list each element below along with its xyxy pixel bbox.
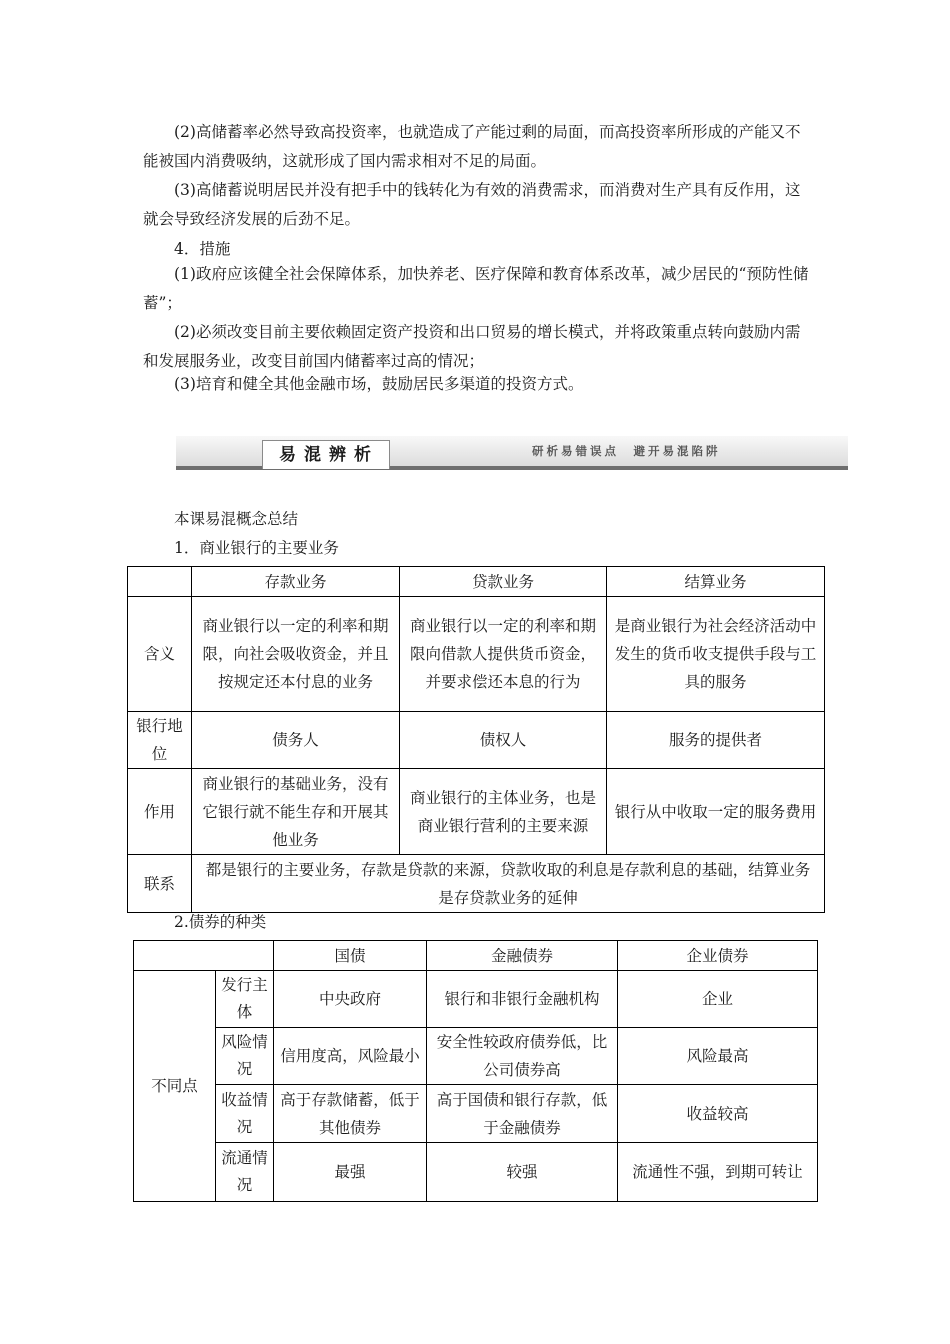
table-cell: 中央政府 (274, 971, 427, 1028)
row-label: 银行地位 (128, 712, 192, 769)
bank-business-table (127, 566, 825, 913)
paragraph-p2 (143, 118, 813, 176)
table-cell: 债权人 (400, 712, 607, 769)
table-cell: 信用度高，风险最小 (274, 1028, 427, 1085)
table-cell: 企业 (618, 971, 818, 1028)
table-header: 国债 (274, 941, 427, 971)
table-cell: 银行和非银行金融机构 (427, 971, 618, 1028)
table-row (128, 769, 825, 855)
table-cell: 收益较高 (618, 1085, 818, 1143)
heading-measures: 4．措施 (174, 240, 231, 258)
table-cell: 高于存款储蓄，低于其他债券 (274, 1085, 427, 1143)
paragraph-m1 (143, 260, 813, 318)
heading-bank-business: 1．商业银行的主要业务 (174, 539, 339, 557)
table-corner (134, 941, 274, 971)
section-banner (176, 436, 848, 474)
row-label: 含义 (128, 597, 192, 712)
table-cell: 商业银行的基础业务，没有它银行就不能生存和开展其他业务 (192, 769, 400, 855)
paragraph-m3: (3)培育和健全其他金融市场，鼓励居民多渠道的投资方式。 (174, 375, 584, 393)
group-label: 不同点 (134, 971, 216, 1202)
table-row (128, 855, 825, 913)
banner-subtitle: 研析易错误点 避开易混陷阱 (532, 444, 721, 458)
table-header: 贷款业务 (400, 567, 607, 597)
table-header-row (128, 567, 825, 597)
paragraph-text: (1)政府应该健全社会保障体系，加快养老、医疗保障和教育体系改革，减少居民的“预防性储蓄”； (143, 265, 809, 312)
banner-title: 易混辨析 (262, 440, 390, 469)
table-cell-link: 都是银行的主要业务，存款是贷款的来源，贷款收取的利息是存款利息的基础，结算业务是存贷款业务的延伸 (192, 855, 825, 913)
row-label: 流通情况 (216, 1143, 274, 1202)
table-header: 存款业务 (192, 567, 400, 597)
table-cell: 高于国债和银行存款，低于金融债券 (427, 1085, 618, 1143)
table-row (134, 971, 818, 1028)
table-cell: 最强 (274, 1143, 427, 1202)
table-cell: 银行从中收取一定的服务费用 (607, 769, 825, 855)
row-label: 作用 (128, 769, 192, 855)
table-cell: 是商业银行为社会经济活动中发生的货币收支提供手段与工具的服务 (607, 597, 825, 712)
table-cell: 流通性不强，到期可转让 (618, 1143, 818, 1202)
row-label: 联系 (128, 855, 192, 913)
bond-types-table (133, 940, 818, 1202)
table-corner (128, 567, 192, 597)
table-row (134, 1085, 818, 1143)
table-cell: 商业银行的主体业务，也是商业银行营利的主要来源 (400, 769, 607, 855)
table-cell: 安全性较政府债券低，比公司债券高 (427, 1028, 618, 1085)
paragraph-text: (3)高储蓄说明居民并没有把手中的钱转化为有效的消费需求，而消费对生产具有反作用，这就会导致经济发展的后劲不足。 (143, 181, 801, 228)
table-header: 金融债券 (427, 941, 618, 971)
table-row (128, 712, 825, 769)
table-cell: 商业银行以一定的利率和期限向借款人提供货币资金，并要求偿还本息的行为 (400, 597, 607, 712)
paragraph-m2 (143, 318, 813, 376)
table-row (134, 1028, 818, 1085)
paragraph-p3 (143, 176, 813, 234)
row-label: 收益情况 (216, 1085, 274, 1143)
table-cell: 较强 (427, 1143, 618, 1202)
paragraph-text: (2)高储蓄率必然导致高投资率，也就造成了产能过剩的局面，而高投资率所形成的产能又不能被国内消费吸纳，这就形成了国内需求相对不足的局面。 (143, 123, 801, 170)
heading-bond-types: 2.债券的种类 (174, 913, 267, 931)
row-label: 发行主体 (216, 971, 274, 1028)
table-cell: 债务人 (192, 712, 400, 769)
table-header: 结算业务 (607, 567, 825, 597)
table-header-row (134, 941, 818, 971)
paragraph-text: (2)必须改变目前主要依赖固定资产投资和出口贸易的增长模式，并将政策重点转向鼓励内需和发展服务业，改变目前国内储蓄率过高的情况； (143, 323, 801, 370)
table-cell: 商业银行以一定的利率和期限，向社会吸收资金，并且按规定还本付息的业务 (192, 597, 400, 712)
summary-intro: 本课易混概念总结 (174, 510, 299, 528)
table-cell: 服务的提供者 (607, 712, 825, 769)
row-label: 风险情况 (216, 1028, 274, 1085)
table-cell: 风险最高 (618, 1028, 818, 1085)
table-row (128, 597, 825, 712)
table-row (134, 1143, 818, 1202)
table-header: 企业债券 (618, 941, 818, 971)
